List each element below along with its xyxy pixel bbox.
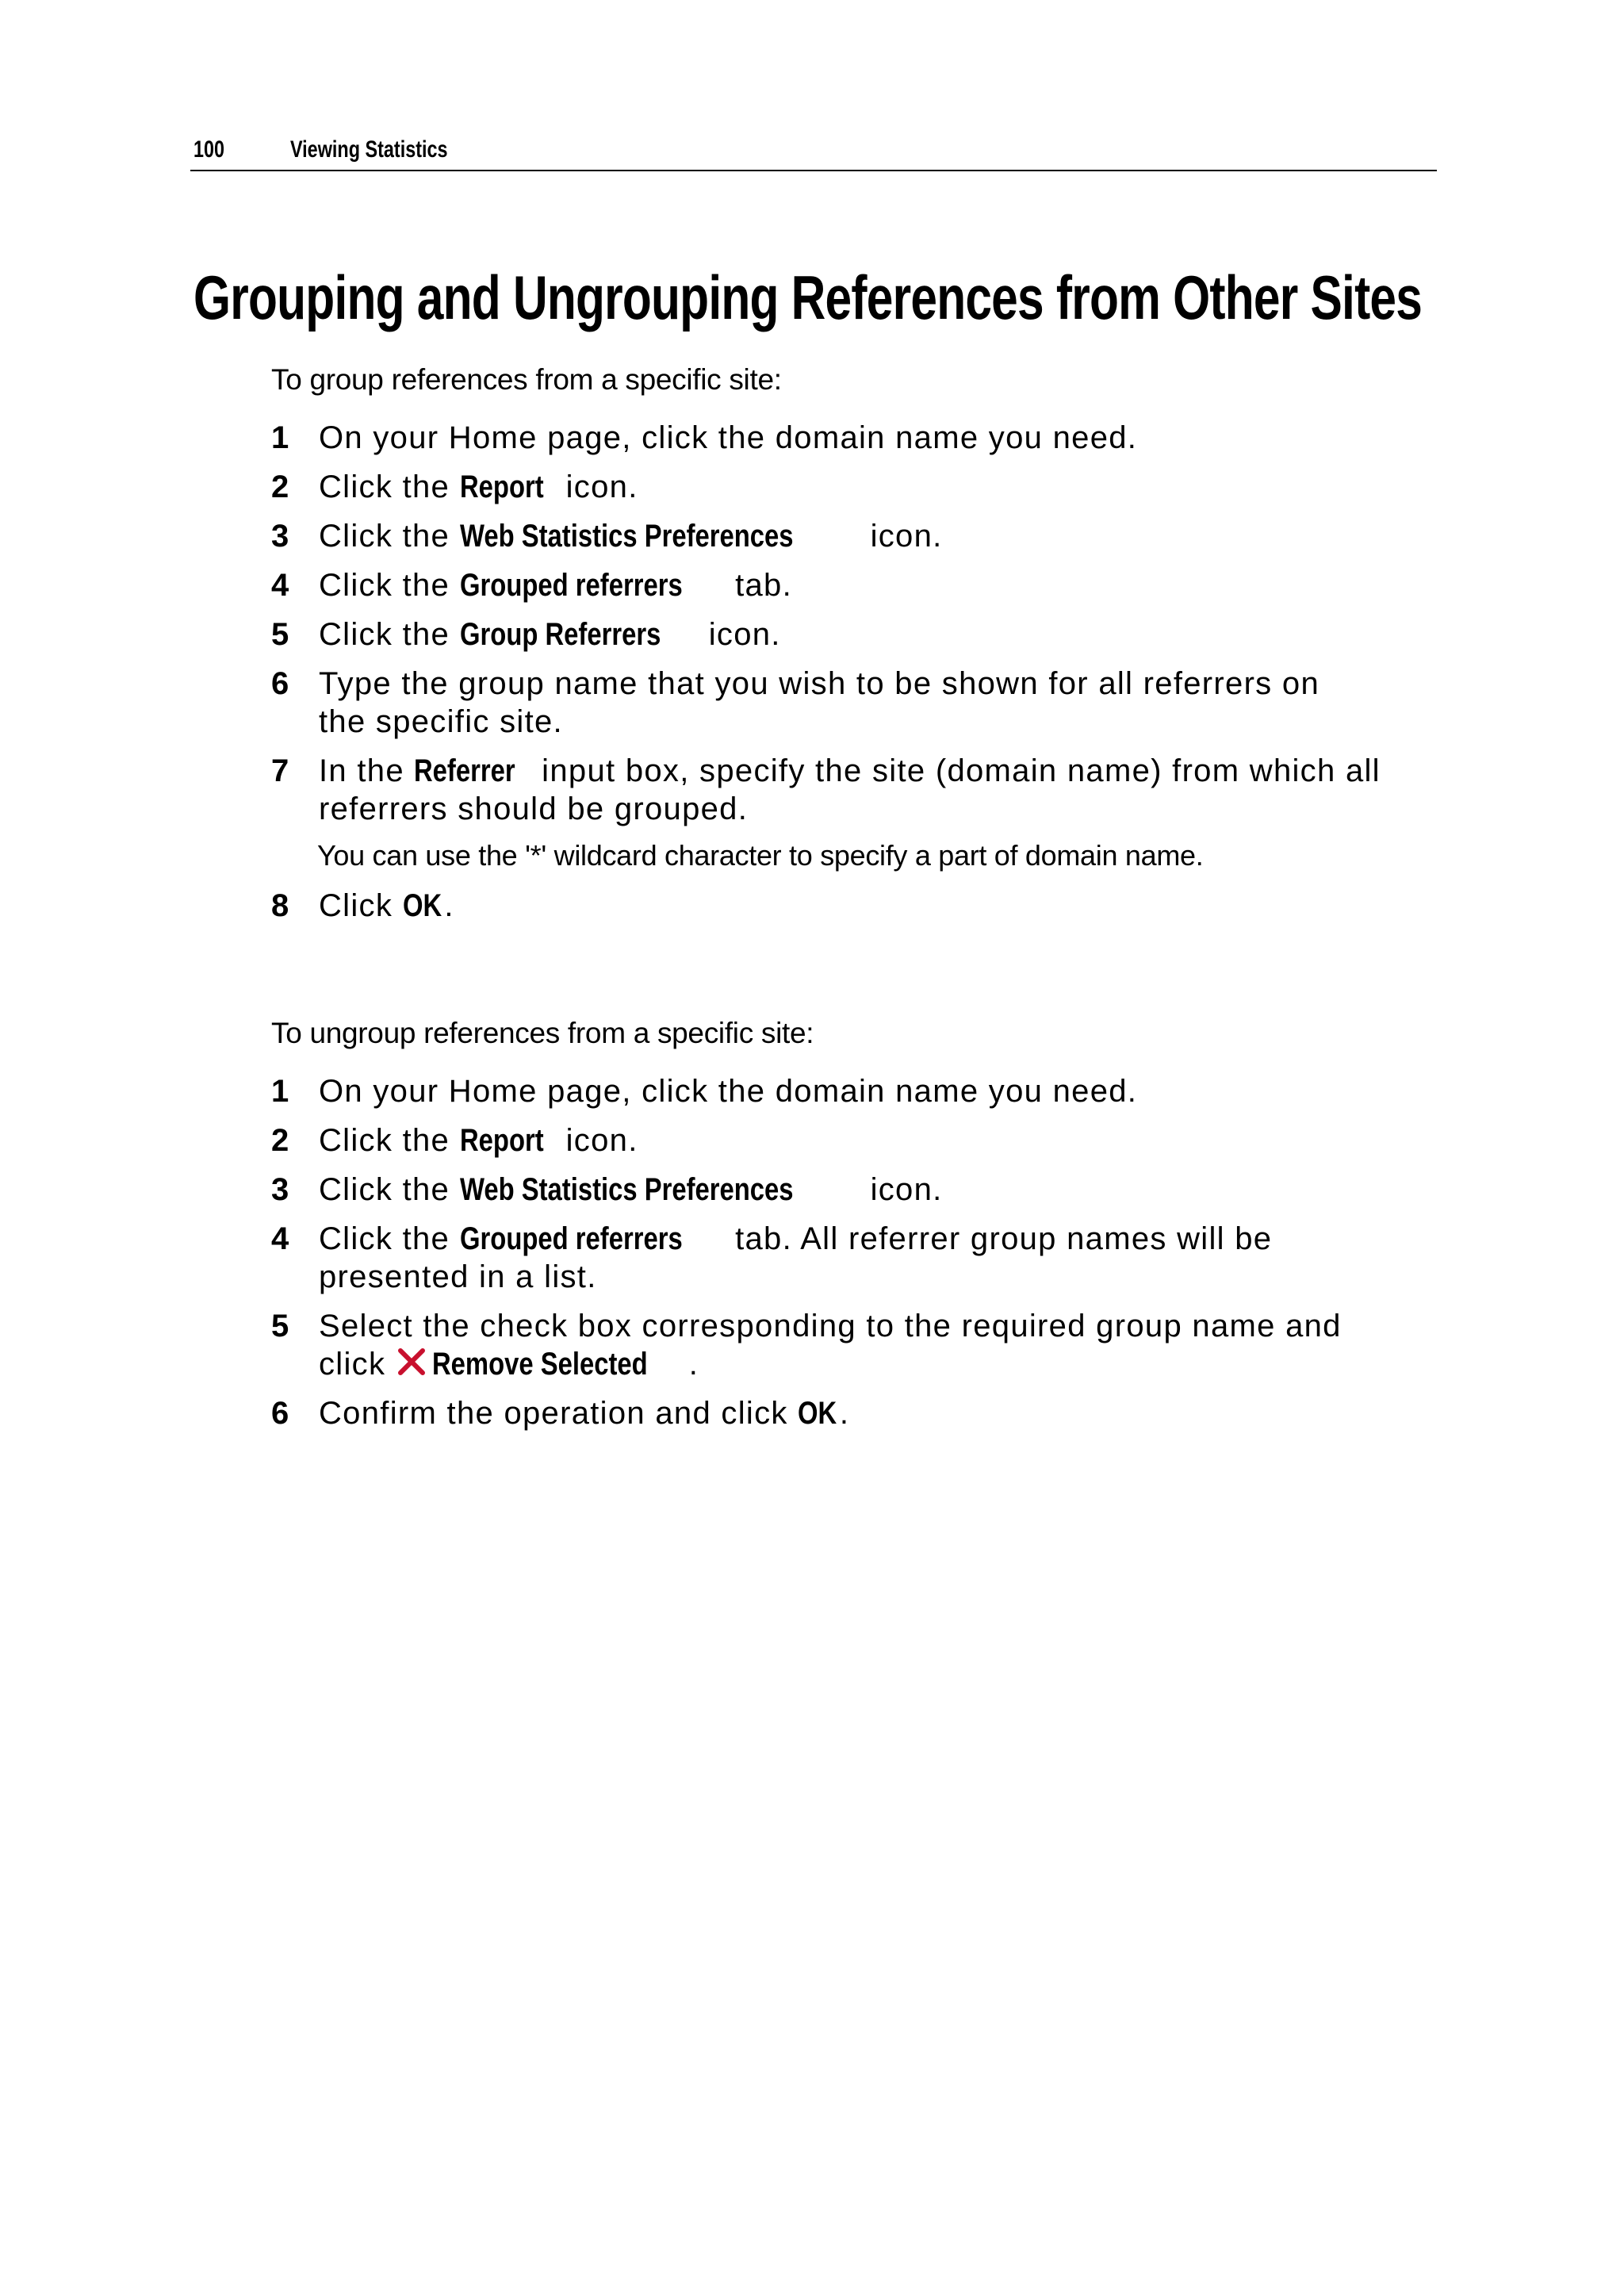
page-number: 100 bbox=[193, 136, 225, 163]
ui-term: Grouped referrers bbox=[459, 1221, 683, 1256]
step-text: Click the bbox=[319, 617, 460, 652]
list-item bbox=[271, 566, 1461, 604]
page-title: Grouping and Ungrouping References from Other Sites bbox=[193, 263, 1423, 332]
step-number: 4 bbox=[271, 1221, 289, 1256]
list-item bbox=[271, 1121, 1461, 1159]
ui-term: Web Statistics Preferences bbox=[459, 1172, 794, 1207]
list-item bbox=[271, 1394, 1461, 1432]
step-text: the specific site. bbox=[319, 704, 563, 739]
ui-term: OK bbox=[798, 1396, 837, 1431]
ui-term: Group Referrers bbox=[459, 617, 661, 652]
step-text: input box, specify the site (domain name) from which all bbox=[531, 753, 1381, 788]
list-item bbox=[271, 1307, 1461, 1383]
step-number: 7 bbox=[271, 753, 289, 788]
step-number: 2 bbox=[271, 1123, 289, 1158]
step-number: 3 bbox=[271, 519, 289, 554]
step-text: tab. bbox=[725, 568, 792, 603]
step-number: 6 bbox=[271, 1396, 289, 1431]
ui-term: OK bbox=[402, 888, 442, 923]
list-item bbox=[271, 468, 1461, 506]
ui-term: Web Statistics Preferences bbox=[459, 519, 794, 554]
step-text: Select the check box corresponding to the required group name and bbox=[319, 1309, 1342, 1343]
ungroup-intro: To ungroup references from a specific site: bbox=[271, 1017, 814, 1049]
step-number: 5 bbox=[271, 1309, 289, 1343]
step-text: Click bbox=[319, 888, 403, 923]
step-text: icon. bbox=[860, 1172, 943, 1207]
step-text: click bbox=[319, 1347, 396, 1382]
list-item bbox=[271, 1220, 1461, 1296]
step-text: Click the bbox=[319, 568, 460, 603]
step-text: Click the bbox=[319, 470, 460, 504]
step-number: 4 bbox=[271, 568, 289, 603]
ui-term: Report bbox=[459, 470, 544, 504]
step-number: 2 bbox=[271, 470, 289, 504]
step-text: Click the bbox=[319, 1123, 460, 1158]
step-text: . bbox=[688, 1347, 699, 1382]
step-text: Click the bbox=[319, 1172, 460, 1207]
ui-term: Grouped referrers bbox=[459, 568, 683, 603]
wildcard-note: You can use the '*' wildcard character to specify a part of domain name. bbox=[317, 839, 1204, 872]
group-steps-list bbox=[271, 419, 1461, 828]
step-text: In the bbox=[319, 753, 415, 788]
step-number: 5 bbox=[271, 617, 289, 652]
list-item bbox=[271, 419, 1461, 457]
step-text: icon. bbox=[860, 519, 943, 554]
list-item bbox=[271, 887, 1461, 925]
list-item bbox=[271, 1072, 1461, 1110]
step-text: . bbox=[444, 888, 454, 923]
step-text: Confirm the operation and click bbox=[319, 1396, 799, 1431]
step-number: 6 bbox=[271, 666, 289, 701]
step-text: icon. bbox=[556, 470, 638, 504]
list-item bbox=[271, 615, 1461, 654]
step-text: icon. bbox=[699, 617, 781, 652]
step-text: . bbox=[839, 1396, 850, 1431]
section-title: Viewing Statistics bbox=[290, 136, 448, 163]
ui-term: Report bbox=[459, 1123, 544, 1158]
list-item bbox=[271, 752, 1461, 828]
ui-term: Referrer bbox=[414, 753, 515, 788]
step-text: Click the bbox=[319, 519, 460, 554]
step-text: On your Home page, click the domain name you need. bbox=[319, 420, 1138, 455]
step-text: referrers should be grouped. bbox=[319, 792, 749, 826]
step-text: tab. All referrer group names will be bbox=[725, 1221, 1273, 1256]
ungroup-steps-list bbox=[271, 1072, 1461, 1432]
group-steps-list-final bbox=[271, 887, 1461, 925]
step-text: Type the group name that you wish to be shown for all referrers on bbox=[319, 666, 1320, 701]
step-number: 3 bbox=[271, 1172, 289, 1207]
group-intro: To group references from a specific site: bbox=[271, 363, 782, 396]
step-number: 1 bbox=[271, 420, 289, 455]
step-text: Click the bbox=[319, 1221, 460, 1256]
list-item bbox=[271, 1171, 1461, 1209]
step-text: presented in a list. bbox=[319, 1259, 597, 1294]
step-number: 1 bbox=[271, 1074, 289, 1109]
list-item bbox=[271, 517, 1461, 555]
ui-term: Remove Selected bbox=[431, 1347, 648, 1382]
step-text: On your Home page, click the domain name you need. bbox=[319, 1074, 1138, 1109]
remove-cross-icon bbox=[396, 1346, 427, 1378]
step-number: 8 bbox=[271, 888, 289, 923]
list-item bbox=[271, 665, 1461, 741]
step-text: icon. bbox=[556, 1123, 638, 1158]
running-header bbox=[190, 136, 1437, 171]
